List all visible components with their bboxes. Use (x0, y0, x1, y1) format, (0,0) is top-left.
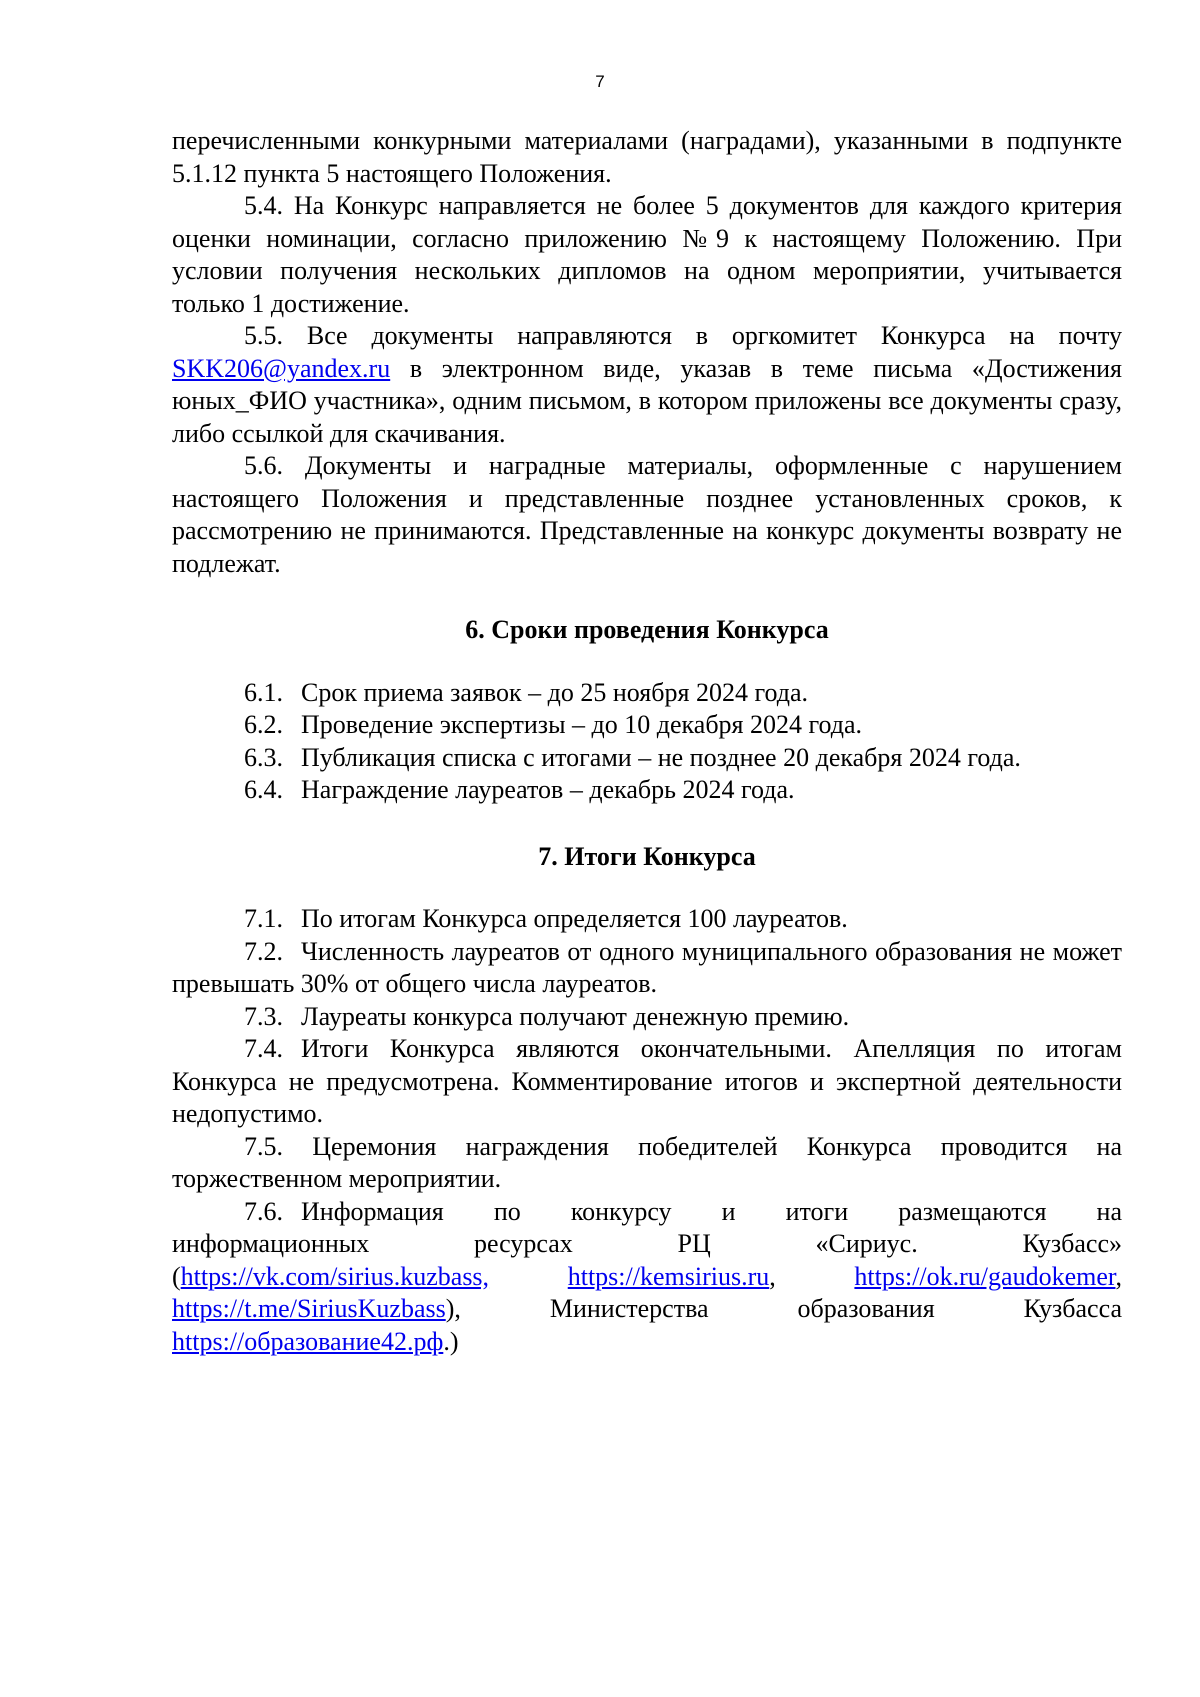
paragraph-text: По итогам Конкурса определяется 100 лауреатов. (301, 904, 848, 933)
vk-link[interactable]: https://vk.com/sirius.kuzbass, (180, 1261, 490, 1291)
list-item-6-3 (172, 742, 1122, 775)
paragraph-7-5: 7.5. Церемония награждения победителей Конкурса проводится на торжественном мероприятии. (172, 1131, 1122, 1193)
paragraph-7-6-line-3 (172, 1261, 1122, 1294)
paragraph-7-6 (172, 1196, 1122, 1359)
paragraph-7-1 (172, 903, 1122, 936)
list-text: Награждение лауреатов – декабрь 2024 года. (301, 775, 795, 804)
list-text: Проведение экспертизы – до 10 декабря 2024 года. (301, 710, 863, 739)
paragraph-text: Численность лауреатов от одного муниципального образования не может превышать 30% от общего числа лауреатов. (172, 936, 1122, 998)
paragraph-5-5-end: в электронном виде, указав в теме письма «Достижения юных_ФИО участника», одним письмом, в котором приложены все документы сразу, либо ссылкой для скачивания. (172, 353, 1122, 448)
ministry-text: ), Министерства образования Кузбасса (445, 1294, 1122, 1323)
paragraph-7-4 (172, 1033, 1122, 1131)
gov-link[interactable]: https://образование42.рф (172, 1326, 444, 1356)
closing-text: .) (443, 1326, 459, 1356)
list-number: 7.1. (244, 904, 283, 933)
paragraph-continuation: перечисленными конкурными материалами (наградами), указанными в подпункте 5.1.12 пункта 5 настоящего Положения. (172, 126, 1122, 188)
paragraph-7-6-line-5 (172, 1326, 1122, 1359)
section-6-heading: 6. Сроки проведения Конкурса (465, 615, 829, 644)
paragraph-5-4: 5.4. На Конкурс направляется не более 5 документов для каждого критерия оценки номинации, согласно приложению №9 к настоящему Положению. При условии получения нескольких дипломов на одном мероприятии, учитывается только 1 достижение. (172, 191, 1122, 318)
paragraph-5-5 (172, 320, 1122, 450)
ok-link[interactable]: https://ok.ru/gaudokemer (854, 1261, 1116, 1291)
section-7-heading: 7. Итоги Конкурса (538, 841, 756, 871)
list-item-6-4 (172, 774, 1122, 807)
list-text: Срок приема заявок – до 25 ноября 2024 года. (301, 677, 808, 707)
list-text: Публикация списка с итогами – не позднее 20 декабря 2024 года. (301, 742, 1021, 772)
list-number: 7.3. (244, 1001, 283, 1031)
list-item-6-2 (172, 709, 1122, 742)
paragraph-text: Лауреаты конкурса получают денежную премию. (301, 1001, 850, 1031)
document-body (172, 125, 1122, 1358)
paragraph-7-6-line-2: информационных ресурсах РЦ «Сириус. Кузбасс» (172, 1229, 1122, 1258)
list-number: 6.4. (244, 775, 283, 804)
paragraph-7-6-line-1 (172, 1196, 1122, 1229)
paragraph-text: Итоги Конкурса являются окончательными. Апелляция по итогам Конкурса не предусмотрена. Комментирование итогов и экспертной деятельности недопустимо. (172, 1034, 1122, 1128)
paragraph-5-5-start: 5.5. Все документы направляются в оргкомитет Конкурса на почту (244, 321, 1122, 350)
kemsirius-link[interactable]: https://kemsirius.ru (567, 1261, 770, 1291)
list-number: 7.4. (244, 1034, 283, 1063)
list-number: 7.2. (244, 936, 283, 966)
list-number: 6.3. (244, 742, 283, 772)
page-number: 7 (595, 72, 605, 91)
comma: , (1115, 1261, 1122, 1291)
paragraph-7-6-line-4 (172, 1293, 1122, 1326)
list-number: 6.1. (244, 677, 283, 707)
list-item-6-1 (172, 677, 1122, 710)
list-number: 7.6. (244, 1196, 283, 1226)
list-number: 6.2. (244, 710, 283, 739)
paragraph-text: Информация по конкурсу и итоги размещаются на (301, 1196, 1122, 1226)
comma: , (769, 1261, 776, 1291)
email-link[interactable]: SKK206@yandex.ru (172, 353, 391, 383)
paragraph-7-2 (172, 936, 1122, 1001)
paragraph-5-6: 5.6. Документы и наградные материалы, оформленные с нарушением настоящего Положения и представленные позднее установленных сроков, к рассмотрению не принимаются. Представленные на конкурс документы возврату не подлежат. (172, 451, 1122, 578)
open-paren: ( (172, 1261, 181, 1291)
paragraph-7-3 (172, 1001, 1122, 1034)
telegram-link[interactable]: https://t.me/SiriusKuzbass (172, 1294, 446, 1323)
